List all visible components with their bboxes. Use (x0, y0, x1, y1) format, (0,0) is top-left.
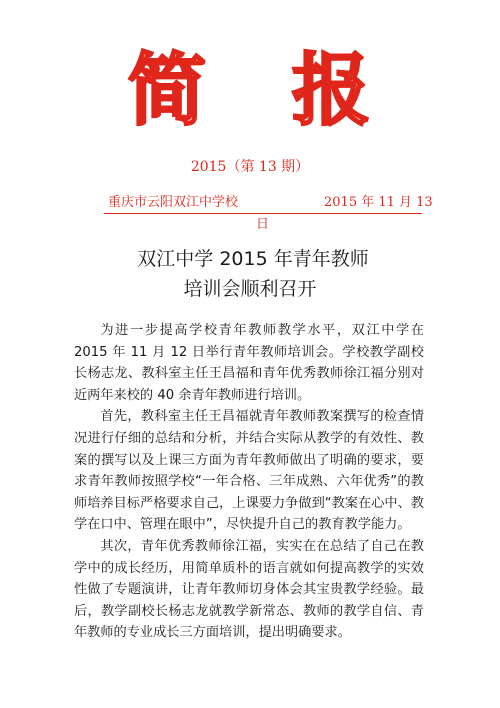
masthead-title-char-1: 简 (128, 46, 207, 136)
masthead (0, 46, 500, 136)
headline-line-2: 培训会顺利召开 (183, 278, 317, 300)
article-body (74, 320, 424, 644)
masthead-title-char-2: 报 (292, 46, 371, 136)
issue-date-wrap: 日 (256, 217, 270, 232)
paragraph: 其次，青年优秀教师徐江福，实实在在总结了自己在教学中的成长经历，用简单质朴的语言就如何提高教学的实效性做了专题演讲，让青年教师切身体会其宝贵教学经验。最后，教学副校长杨志龙就教学新常态、教师的教学自信、青年教师的专业成长三方面培训，提出明确要求。 (74, 538, 424, 641)
headline (0, 244, 500, 304)
paragraph: 为进一步提高学校青年教师教学水平，双江中学在 2015 年 11 月 12 日举行青年教师培训会。学校教学副校长杨志龙、教科室主任王昌福和青年优秀教师徐江福分别对近两年来校的 40 余青年教师进行培训。 (74, 323, 424, 403)
issue-date: 2015 年 11 月 13 (324, 195, 433, 210)
sender-name: 重庆市云阳双江中学校 (108, 195, 239, 210)
headline-line-1: 双江中学 2015 年青年教师 (137, 248, 369, 270)
red-divider (104, 213, 422, 214)
issue-number: 2015（第 13 期） (190, 159, 310, 175)
paragraph: 首先，教科室主任王昌福就青年教师教案撰写的检查情况进行仔细的总结和分析，并结合实际从教学的有效性、教案的撰写以及上课三方面为青年教师做出了明确的要求，要求青年教师按照学校“一年合格、三年成熟、六年优秀”的教师培养目标严格要求自己，上课要力争做到“教案在心中、教学在口中、管理在眼中”，尽快提升自己的教育教学能力。 (74, 409, 424, 533)
